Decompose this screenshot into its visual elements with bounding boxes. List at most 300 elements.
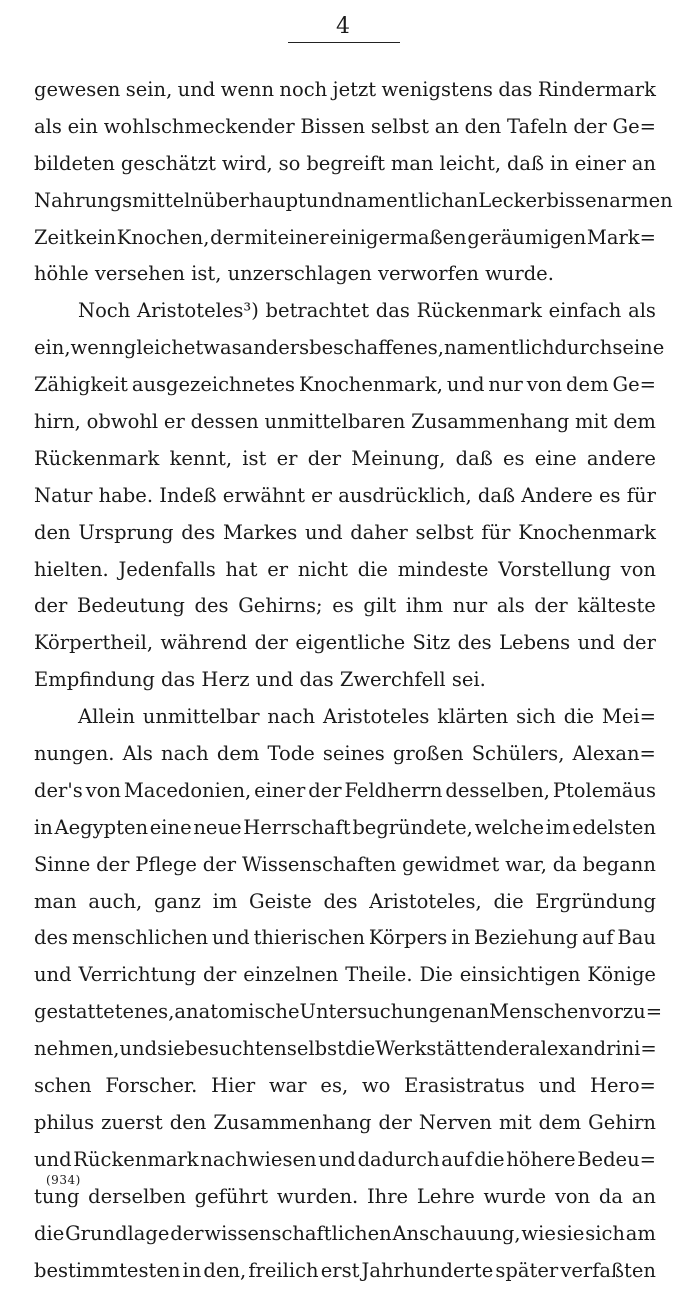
word: die — [493, 884, 523, 921]
word: verfaßten — [560, 1253, 656, 1289]
word: Geiste — [249, 884, 312, 921]
word: zuerst — [101, 1105, 163, 1142]
word: an — [465, 994, 489, 1031]
word: der — [170, 1216, 203, 1253]
word: hat — [225, 552, 257, 589]
word: das — [498, 72, 532, 109]
word: Allein — [78, 699, 135, 736]
word: obwohl — [87, 404, 158, 441]
word: mit — [575, 404, 608, 441]
word: einigermaßen — [329, 220, 466, 257]
word: leicht, — [440, 146, 502, 183]
word: Tafeln — [507, 109, 568, 146]
word: der — [255, 625, 288, 662]
word: Zähigkeit — [34, 367, 128, 404]
text-line — [34, 109, 656, 146]
page-number: 4 — [0, 14, 688, 39]
text-line — [34, 699, 656, 736]
word: den — [170, 1105, 207, 1142]
word: Indeß — [159, 478, 216, 515]
word: Hier — [211, 1068, 255, 1105]
word: der — [210, 220, 243, 257]
word: noch — [279, 72, 327, 109]
word: wenigstens — [381, 72, 492, 109]
word: Rückenmark — [73, 1142, 198, 1179]
word: war, — [505, 847, 547, 884]
word: tung — [34, 1179, 79, 1216]
word: ihm — [406, 588, 443, 625]
word: Anschauung, — [392, 1216, 520, 1253]
word: und — [305, 515, 343, 552]
word: er — [311, 478, 332, 515]
word: da — [599, 1179, 623, 1216]
word: kälteste — [577, 588, 655, 625]
text-line — [34, 736, 656, 773]
word: Knochenmark, — [299, 367, 443, 404]
word: bestimmtesten — [34, 1253, 180, 1289]
word: Nahrungsmitteln — [34, 183, 203, 220]
word: als — [34, 109, 62, 146]
word: die — [34, 1216, 64, 1253]
word: Rückenmark — [417, 293, 542, 330]
word: beschaffenes, — [309, 330, 444, 367]
word: freilich — [248, 1253, 318, 1289]
word: Aristoteles — [323, 699, 429, 736]
word: sein, — [126, 72, 173, 109]
word: Verrichtung — [79, 957, 197, 994]
word: für — [627, 478, 656, 515]
word: der — [203, 847, 236, 884]
word: kennt, — [170, 441, 233, 478]
word: Gehirns; — [238, 588, 322, 625]
text-line — [34, 72, 656, 109]
word: einer — [278, 220, 329, 257]
word: schen — [34, 1068, 92, 1105]
word: als — [497, 588, 525, 625]
word: der — [308, 441, 341, 478]
word: wird, — [222, 146, 273, 183]
word: dessen — [191, 404, 259, 441]
word: wohlschmeckender — [104, 109, 295, 146]
word: menschlichen — [72, 920, 208, 957]
word: dem — [613, 404, 656, 441]
word: als — [628, 293, 656, 330]
word: wie — [521, 1216, 555, 1253]
word: Aristoteles³) — [137, 293, 259, 330]
word: gestatteten — [34, 994, 147, 1031]
word: armen — [609, 183, 673, 220]
word: sich — [585, 1216, 625, 1253]
word: geschätzt — [121, 146, 216, 183]
word: erst — [321, 1253, 360, 1289]
text-line — [34, 330, 656, 367]
word: ist — [242, 441, 266, 478]
word: so — [279, 146, 301, 183]
word: und — [306, 183, 344, 220]
text-line — [34, 1142, 656, 1179]
word: daß — [507, 146, 544, 183]
word: für — [481, 515, 510, 552]
word: philus — [34, 1105, 94, 1142]
word: dem — [217, 736, 260, 773]
text-line — [34, 515, 656, 552]
word: der — [308, 773, 341, 810]
word: man — [34, 884, 77, 921]
word: überhaupt — [203, 183, 306, 220]
word: selbst — [287, 1031, 345, 1068]
word: im — [213, 884, 238, 921]
word: Alexan= — [573, 736, 656, 773]
word: der — [96, 847, 129, 884]
text-line — [34, 588, 656, 625]
word: der — [378, 1105, 411, 1142]
word: in — [34, 810, 53, 847]
word: war — [269, 1068, 307, 1105]
text-line: höhle versehen ist, unzerschlagen verworfen wurde. — [34, 256, 656, 293]
word: nachwiesen — [200, 1142, 316, 1179]
word: Ergründung — [535, 884, 656, 921]
word: Lehre — [417, 1179, 475, 1216]
word: Sitz — [413, 625, 451, 662]
text-line — [34, 1031, 656, 1068]
body-text — [34, 72, 656, 1289]
word: Hero= — [590, 1068, 656, 1105]
text-line — [34, 404, 656, 441]
word: später — [495, 1253, 558, 1289]
word: des — [458, 625, 492, 662]
word: daß — [478, 478, 515, 515]
text-line — [34, 847, 656, 884]
word: im — [546, 810, 571, 847]
word: und — [447, 367, 485, 404]
word: Markes — [223, 515, 297, 552]
text-line — [34, 293, 656, 330]
word: nehmen, — [34, 1031, 119, 1068]
word: das — [376, 293, 410, 330]
word: dadurch — [358, 1142, 440, 1179]
text-line — [34, 146, 656, 183]
word: Forscher. — [105, 1068, 197, 1105]
word: Mei= — [602, 699, 656, 736]
word: Pflege — [135, 847, 197, 884]
word: Macedonien, — [124, 773, 251, 810]
word: besuchten — [185, 1031, 287, 1068]
word: von — [555, 1179, 590, 1216]
word: Rückenmark — [34, 441, 159, 478]
word: Könige — [587, 957, 656, 994]
word: der — [534, 588, 567, 625]
word: ausdrücklich, — [338, 478, 471, 515]
word: Aristoteles, — [369, 884, 482, 921]
word: Bedeutung — [77, 588, 185, 625]
word: Menschen — [489, 994, 591, 1031]
word: anatomische — [174, 994, 299, 1031]
word: neue — [193, 810, 241, 847]
text-line — [34, 552, 656, 589]
word: Als — [123, 736, 153, 773]
word: Körpertheil, — [34, 625, 153, 662]
word: an — [435, 109, 459, 146]
word: Körpers — [369, 920, 447, 957]
word: es — [332, 588, 354, 625]
text-line — [34, 1105, 656, 1142]
word: und — [34, 957, 72, 994]
word: ein, — [34, 330, 71, 367]
text-line — [34, 810, 656, 847]
word: ein — [68, 109, 98, 146]
word: in — [183, 1253, 202, 1289]
word: geführt — [195, 1179, 269, 1216]
word: Knochen, — [117, 220, 210, 257]
text-line — [34, 220, 656, 257]
word: wissenschaftlichen — [204, 1216, 391, 1253]
word: die — [474, 1142, 504, 1179]
word: es — [503, 441, 525, 478]
word: eine — [535, 441, 577, 478]
word: Gehirn — [588, 1105, 656, 1142]
word: Bau — [617, 920, 656, 957]
word: nungen. — [34, 736, 114, 773]
word: Beziehung — [474, 920, 578, 957]
word: Zusammenhang — [213, 1105, 371, 1142]
word: seines — [323, 736, 385, 773]
word: es, — [147, 994, 175, 1031]
text-line — [34, 183, 656, 220]
word: Untersuchungen — [300, 994, 465, 1031]
word: den — [34, 515, 71, 552]
word: Aegypten — [55, 810, 149, 847]
word: Natur — [34, 478, 92, 515]
word: habe. — [99, 478, 153, 515]
word: begreift — [306, 146, 385, 183]
text-line: Empfindung das Herz und das Zwerchfell sei. — [34, 662, 656, 699]
word: Zusammenhang — [411, 404, 569, 441]
word: Jedenfalls — [118, 552, 215, 589]
word: seine — [612, 330, 664, 367]
word: da — [553, 847, 577, 884]
word: sie — [557, 1216, 585, 1253]
word: der — [34, 588, 67, 625]
word: und — [178, 72, 216, 109]
text-line — [34, 478, 656, 515]
text-line — [34, 920, 656, 957]
word: der's — [34, 773, 83, 810]
word: selbst — [416, 515, 474, 552]
word: namentlich — [344, 183, 455, 220]
word: kein — [74, 220, 116, 257]
word: auf — [582, 920, 613, 957]
word: unmittelbaren — [265, 404, 406, 441]
word: durch — [555, 330, 613, 367]
word: man — [391, 146, 434, 183]
word: nicht — [298, 552, 348, 589]
word: geräumigen — [467, 220, 586, 257]
word: daß — [456, 441, 493, 478]
word: edelsten — [572, 810, 656, 847]
word: an — [632, 1179, 656, 1216]
word: und — [119, 1031, 157, 1068]
word: einsichtigen — [460, 957, 581, 994]
text-line — [34, 625, 656, 662]
word: welche — [475, 810, 545, 847]
word: Werkstätten — [375, 1031, 495, 1068]
word: begann — [583, 847, 656, 884]
word: begründete, — [352, 810, 473, 847]
word: von — [86, 773, 121, 810]
word: jetzt — [333, 72, 377, 109]
text-line — [34, 773, 656, 810]
word: wenngleich — [71, 330, 184, 367]
word: wurden. — [277, 1179, 358, 1216]
word: er — [164, 404, 185, 441]
word: Ptolemäus — [553, 773, 656, 810]
word: Tode — [267, 736, 314, 773]
word: Feldherrn — [344, 773, 442, 810]
word: Jahrhunderte — [362, 1253, 494, 1289]
word: wenn — [221, 72, 274, 109]
word: bildeten — [34, 146, 115, 183]
word: Vorstellung — [498, 552, 611, 589]
word: Lebens — [499, 625, 570, 662]
word: anders — [242, 330, 310, 367]
word: des — [181, 515, 215, 552]
word: den, — [203, 1253, 246, 1289]
word: des — [323, 884, 357, 921]
word: Andere — [521, 478, 593, 515]
word: Schülers, — [472, 736, 565, 773]
word: Ge= — [613, 109, 656, 146]
word: Erasistratus — [404, 1068, 525, 1105]
word: am — [626, 1216, 656, 1253]
text-line — [34, 957, 656, 994]
word: von — [621, 552, 656, 589]
word: Herrschaft — [243, 810, 350, 847]
text-line — [34, 994, 656, 1031]
word: Leckerbissen — [478, 183, 609, 220]
word: vorzu= — [591, 994, 662, 1031]
word: sich — [516, 699, 556, 736]
word: alexandrini= — [529, 1031, 657, 1068]
word: nach — [161, 736, 209, 773]
word: die — [358, 552, 388, 589]
word: mit — [499, 1105, 532, 1142]
word: Die — [419, 957, 452, 994]
word: in — [550, 146, 569, 183]
printer-signature: (934) — [46, 1173, 81, 1187]
word: Nerven — [419, 1105, 492, 1142]
word: er — [267, 552, 288, 589]
word: nur — [488, 367, 522, 404]
word: desselben, — [445, 773, 550, 810]
word: und — [578, 625, 616, 662]
word: hielten. — [34, 552, 109, 589]
word: und — [34, 1142, 72, 1179]
text-line — [34, 1216, 656, 1253]
word: namentlich — [444, 330, 555, 367]
word: Theile. — [345, 957, 412, 994]
word: und — [539, 1068, 577, 1105]
word: einer — [575, 146, 626, 183]
word: eigentliche — [295, 625, 405, 662]
text-line — [34, 884, 656, 921]
word: derselben — [88, 1179, 186, 1216]
word: einzelnen — [243, 957, 338, 994]
word: wo — [362, 1068, 390, 1105]
word: die — [564, 699, 594, 736]
word: etwas — [184, 330, 242, 367]
word: Zeit — [34, 220, 73, 257]
word: auf — [441, 1142, 472, 1179]
word: hirn, — [34, 404, 81, 441]
word: nach — [267, 699, 315, 736]
text-line — [34, 1179, 656, 1216]
word: Noch — [78, 293, 130, 330]
word: Ursprung — [78, 515, 173, 552]
word: ganz — [154, 884, 201, 921]
word: von — [527, 367, 562, 404]
header-rule — [288, 42, 400, 43]
word: und — [212, 920, 250, 957]
word: während — [160, 625, 247, 662]
word: erwähnt — [223, 478, 305, 515]
word: sie — [157, 1031, 185, 1068]
word: und — [318, 1142, 356, 1179]
word: betrachtet — [266, 293, 370, 330]
word: Bissen — [300, 109, 365, 146]
word: nur — [453, 588, 487, 625]
word: Meinung, — [351, 441, 445, 478]
word: Ge= — [613, 367, 656, 404]
word: wurde — [483, 1179, 546, 1216]
word: Wissenschaften — [242, 847, 396, 884]
word: des — [34, 920, 68, 957]
word: Knochenmark — [518, 515, 656, 552]
word: selbst — [371, 109, 429, 146]
word: Sinne — [34, 847, 90, 884]
word: es, — [320, 1068, 348, 1105]
word: einer — [254, 773, 305, 810]
text-line — [34, 1068, 656, 1105]
word: an — [454, 183, 478, 220]
word: Rindermark — [538, 72, 656, 109]
word: der — [203, 957, 236, 994]
word: mit — [244, 220, 277, 257]
word: auch, — [88, 884, 142, 921]
word: Bedeu= — [577, 1142, 656, 1179]
word: des — [195, 588, 229, 625]
word: höhere — [506, 1142, 575, 1179]
text-line — [34, 441, 656, 478]
word: großen — [393, 736, 464, 773]
text-line — [34, 1253, 656, 1289]
word: thierischen — [254, 920, 365, 957]
word: Mark= — [587, 220, 656, 257]
word: an — [632, 146, 656, 183]
word: dem — [539, 1105, 582, 1142]
word: Grundlage — [65, 1216, 169, 1253]
word: der — [496, 1031, 529, 1068]
word: gilt — [363, 588, 396, 625]
word: klärten — [437, 699, 508, 736]
word: der — [573, 109, 606, 146]
word: die — [345, 1031, 375, 1068]
word: der — [623, 625, 656, 662]
word: er — [277, 441, 298, 478]
text-line — [34, 367, 656, 404]
word: daher — [350, 515, 408, 552]
word: ausgezeichnetes — [132, 367, 295, 404]
word: Ihre — [367, 1179, 408, 1216]
